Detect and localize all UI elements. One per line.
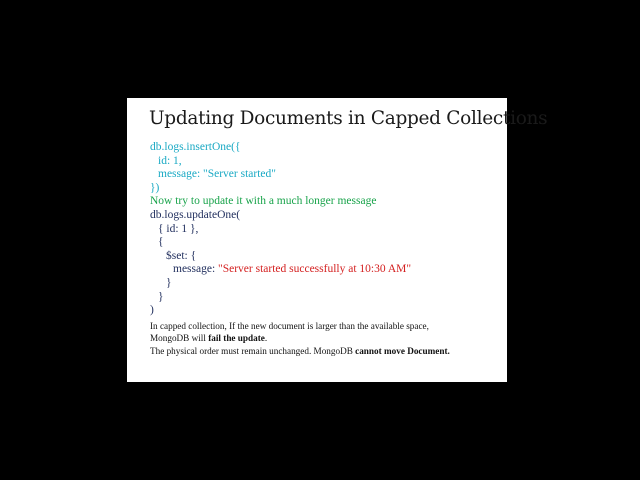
code-message-key: message: (173, 263, 219, 276)
code-comment: Now try to update it with a much longer message (150, 195, 377, 208)
note-line-2 (150, 332, 450, 344)
code-block (150, 141, 411, 318)
code-line-insert: db.logs.insertOne({ (150, 141, 241, 153)
note-line-2-text: MongoDB will (150, 333, 209, 344)
code-line-close-insert: }) (150, 181, 160, 194)
note-fail-update: fail the update (208, 333, 265, 344)
code-line-update: db.logs.updateOne( (150, 208, 241, 221)
code-line-new-message (150, 263, 411, 277)
code-line-filter: { id: 1 }, (158, 222, 199, 235)
slide-title: Updating Documents in Capped Collections (149, 108, 548, 129)
note-cannot-move: cannot move Document. (355, 345, 450, 356)
code-line-open-brace: { (158, 236, 164, 249)
code-line-id: id: 1, (158, 154, 182, 167)
code-line-close-paren: ) (150, 304, 154, 317)
note-line-3-text: The physical order must remain unchanged. MongoDB (150, 345, 356, 356)
code-line-message: message: "Server started" (158, 168, 276, 181)
slide-notes (150, 320, 450, 357)
code-line-close-set: } (166, 276, 172, 289)
note-line-2-end: . (264, 333, 268, 344)
slide (127, 98, 548, 382)
code-line-set: $set: { (166, 249, 197, 262)
note-line-3 (150, 345, 450, 357)
note-line-1: In capped collection, If the new document is larger than the available space, (150, 321, 429, 331)
code-line-close-brace: } (158, 290, 164, 303)
code-message-value: "Server started successfully at 10:30 AM" (218, 263, 412, 276)
